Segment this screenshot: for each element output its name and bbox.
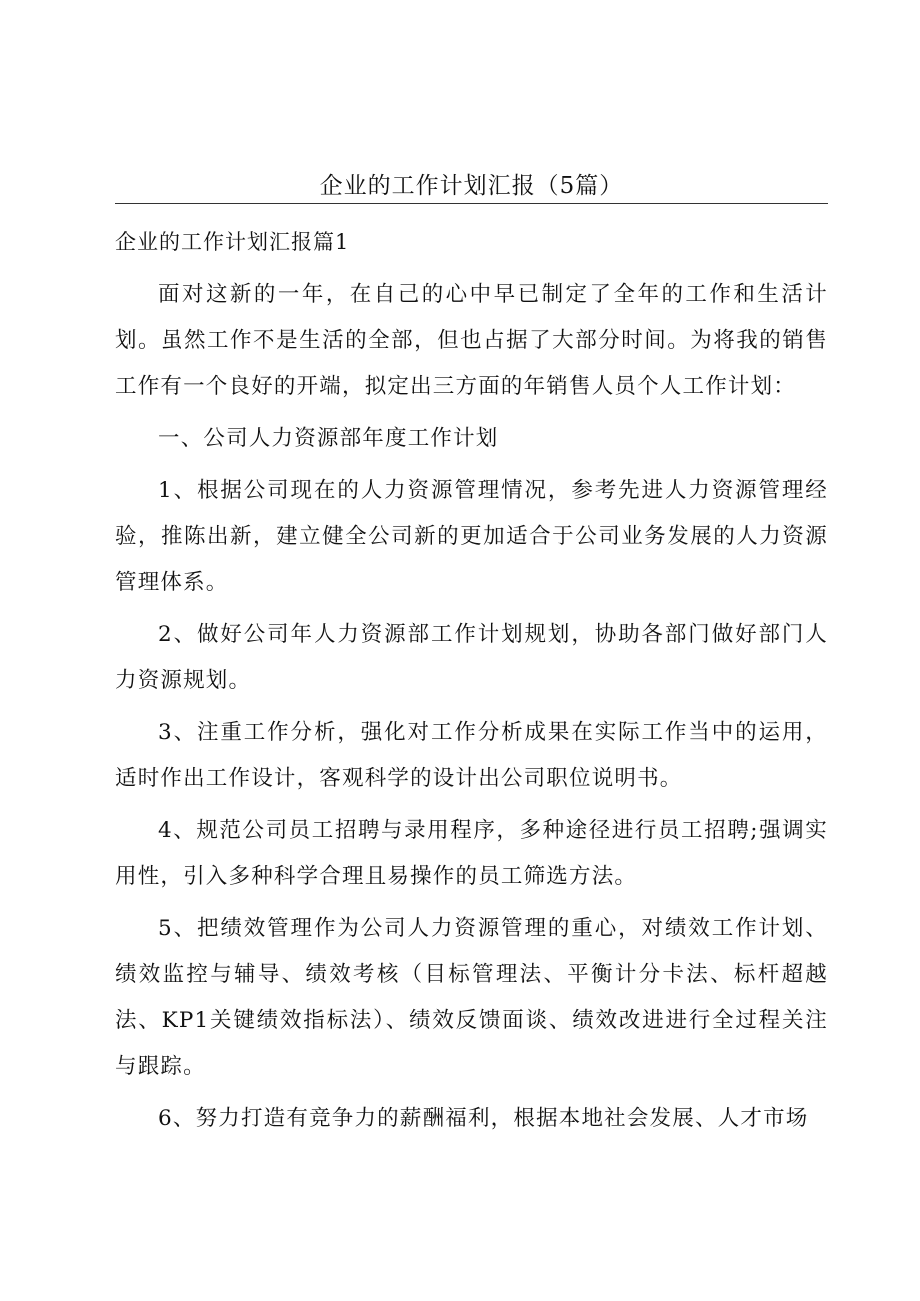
- paragraph-item-4: 4、规范公司员工招聘与录用程序，多种途径进行员工招聘;强调实用性，引入多种科学合理且易操作的员工筛选方法。: [115, 818, 828, 889]
- section-heading: 企业的工作计划汇报篇1: [115, 230, 350, 254]
- title-underline: [115, 203, 828, 204]
- document-body: [115, 272, 828, 1148]
- paragraph-item-5: 5、把绩效管理作为公司人力资源管理的重心，对绩效工作计划、绩效监控与辅导、绩效考核（目标管理法、平衡计分卡法、标杆超越法、KP1关键绩效指标法）、绩效反馈面谈、绩效改进进行全过程关注与跟踪。: [115, 916, 828, 1079]
- paragraph-subheading: 一、公司人力资源部年度工作计划: [158, 426, 499, 451]
- document-title: 企业的工作计划汇报（5篇）: [319, 173, 624, 199]
- paragraph-intro: 面对这新的一年，在自己的心中早已制定了全年的工作和生活计划。虽然工作不是生活的全部，但也占据了大部分时间。为将我的销售工作有一个良好的开端，拟定出三方面的年销售人员个人工作计划：: [115, 282, 828, 399]
- paragraph-item-2: 2、做好公司年人力资源部工作计划规划，协助各部门做好部门人力资源规划。: [115, 622, 828, 693]
- paragraph-item-6: 6、努力打造有竞争力的薪酬福利，根据本地社会发展、人才市场: [158, 1106, 809, 1131]
- paragraph-item-3: 3、注重工作分析，强化对工作分析成果在实际工作当中的运用，适时作出工作设计，客观科学的设计出公司职位说明书。: [115, 720, 828, 791]
- paragraph-item-1: 1、根据公司现在的人力资源管理情况，参考先进人力资源管理经验，推陈出新，建立健全公司新的更加适合于公司业务发展的人力资源管理体系。: [115, 478, 828, 595]
